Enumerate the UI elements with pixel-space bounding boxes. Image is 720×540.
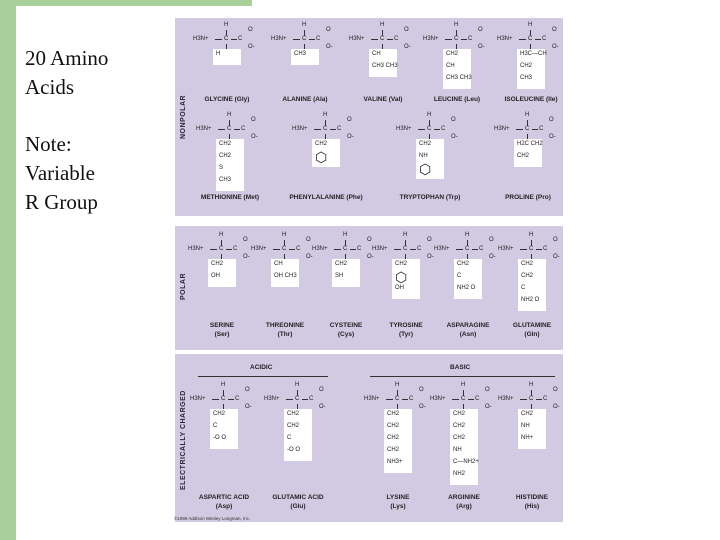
r-group-atom: CH2 — [457, 261, 470, 267]
bond — [394, 249, 401, 250]
amino-acid-name: SERINE — [209, 322, 235, 329]
nonpolar-label: NONPOLAR — [180, 94, 187, 139]
amino-acid-figure — [170, 14, 572, 526]
carboxyl-carbon: C — [543, 246, 548, 252]
r-group-atom: CH2 — [387, 411, 400, 417]
carboxyl-carbon: C — [357, 246, 362, 252]
amino-group: H3N+ — [190, 396, 206, 402]
bond — [273, 249, 280, 250]
amino-acid-name: TYROSINE — [389, 322, 423, 329]
carbonyl-oxygen: O — [419, 387, 424, 393]
r-group-atom: CH2 — [335, 261, 348, 267]
carboxylate-oxygen: O- — [553, 254, 560, 260]
amino-acid-abbreviation: (Glu) — [290, 503, 306, 510]
alpha-carbon: C — [529, 396, 534, 402]
r-group-atom: CH2 — [219, 141, 232, 147]
r-group-atom: CH2 — [211, 261, 224, 267]
r-group-atom: CH2 — [453, 411, 466, 417]
bond — [418, 129, 425, 130]
bond — [387, 39, 393, 40]
carbonyl-oxygen: O — [243, 237, 248, 243]
carboxyl-carbon: C — [309, 396, 314, 402]
r-group-atom: CH2 — [520, 63, 533, 69]
amino-group: H3N+ — [434, 246, 450, 252]
carboxylate-oxygen: O- — [251, 134, 258, 140]
amino-group: H3N+ — [494, 126, 510, 132]
bond — [520, 399, 527, 400]
carbonyl-oxygen: O — [451, 117, 456, 123]
carboxyl-carbon: C — [542, 36, 547, 42]
amino-acid-name: LYSINE — [386, 494, 410, 501]
r-group-atom: ⬡ — [315, 149, 328, 165]
amino-group: H3N+ — [423, 36, 439, 42]
alpha-carbon: C — [219, 246, 224, 252]
r-group-atom: CH2 — [219, 153, 232, 159]
r-group-atom: -O O — [287, 447, 300, 453]
alpha-hydrogen: H — [528, 22, 533, 28]
bond — [212, 399, 219, 400]
carbonyl-oxygen: O — [553, 387, 558, 393]
carbonyl-oxygen: O — [404, 27, 409, 33]
amino-acid-name: ISOLEUCINE (Ile) — [504, 96, 558, 103]
r-group-atom: CH2 — [521, 411, 534, 417]
carboxyl-carbon: C — [468, 36, 473, 42]
amino-acid-name: LEUCINE (Leu) — [433, 96, 481, 103]
carboxyl-carbon: C — [543, 396, 548, 402]
acidic-bracket — [198, 376, 328, 377]
amino-acid-abbreviation: (Arg) — [456, 503, 472, 510]
carboxyl-carbon: C — [417, 246, 422, 252]
alpha-hydrogen: H — [282, 232, 287, 238]
alpha-hydrogen: H — [224, 22, 229, 28]
r-group-atom: H2C CH2 — [517, 141, 543, 147]
r-group-atom: ⬡ — [395, 269, 408, 285]
slide-title: 20 Amino Acids — [25, 46, 109, 99]
r-group-atom: C—NH2+ — [453, 459, 479, 465]
amino-acid-abbreviation: (His) — [524, 503, 540, 510]
carbonyl-oxygen: O — [319, 387, 324, 393]
amino-group: H3N+ — [312, 246, 328, 252]
bond — [330, 129, 336, 130]
bond — [456, 249, 463, 250]
r-group-atom: NH2 O — [521, 297, 540, 303]
alpha-carbon: C — [395, 396, 400, 402]
carboxyl-carbon: C — [441, 126, 446, 132]
alpha-hydrogen: H — [454, 22, 459, 28]
r-group-atom: C — [213, 423, 218, 429]
amino-group: H3N+ — [271, 36, 287, 42]
bond — [226, 249, 232, 250]
amino-acid-abbreviation: (Cys) — [337, 331, 355, 338]
bond — [314, 129, 321, 130]
carbonyl-oxygen: O — [553, 237, 558, 243]
r-group-atom: C — [457, 273, 462, 279]
bond — [468, 399, 474, 400]
alpha-carbon: C — [465, 246, 470, 252]
r-group-atom: NH — [521, 423, 530, 429]
alpha-carbon: C — [403, 246, 408, 252]
bond — [445, 39, 452, 40]
carbonyl-oxygen: O — [485, 387, 490, 393]
carbonyl-oxygen: O — [489, 237, 494, 243]
carboxyl-carbon: C — [479, 246, 484, 252]
amino-acid-name: METHIONINE (Met) — [200, 194, 260, 201]
r-group-atom: C — [287, 435, 292, 441]
r-group-atom: ⬡ — [419, 161, 432, 177]
bond — [302, 399, 308, 400]
bond — [334, 249, 341, 250]
carboxylate-oxygen: O- — [326, 44, 333, 50]
carboxylate-oxygen: O- — [367, 254, 374, 260]
amino-group: H3N+ — [264, 396, 280, 402]
bond — [535, 39, 541, 40]
r-group-atom: CH3 CH3 — [372, 63, 398, 69]
alpha-hydrogen: H — [403, 232, 408, 238]
bond — [402, 399, 408, 400]
amino-group: H3N+ — [430, 396, 446, 402]
r-group-atom: CH3 — [294, 51, 307, 57]
bond — [231, 39, 237, 40]
amino-group: H3N+ — [188, 246, 204, 252]
r-group-atom: SH — [335, 273, 344, 279]
amino-acid-abbreviation: (Lys) — [390, 503, 406, 510]
carbonyl-oxygen: O — [248, 27, 253, 33]
amino-acid-name: ASPARTIC ACID — [198, 494, 250, 501]
bond — [234, 129, 240, 130]
basic-label: BASIC — [450, 364, 471, 371]
amino-group: H3N+ — [196, 126, 212, 132]
alpha-hydrogen: H — [219, 232, 224, 238]
slide-note: Note: Variable R Group — [25, 132, 98, 214]
bond — [410, 249, 416, 250]
bond — [286, 399, 293, 400]
alpha-hydrogen: H — [427, 112, 432, 118]
amino-acid-name: GLUTAMINE — [512, 322, 552, 329]
r-group-atom: CH2 — [453, 435, 466, 441]
amino-acid-abbreviation: (Thr) — [277, 331, 293, 338]
r-group-atom: NH — [419, 153, 428, 159]
amino-acid-abbreviation: (Tyr) — [399, 331, 413, 338]
bond — [386, 399, 393, 400]
r-group-atom: OH — [395, 285, 404, 291]
carboxylate-oxygen: O- — [552, 44, 559, 50]
amino-acid-abbreviation: (Asp) — [215, 503, 233, 510]
amino-acid-name: PHENYLALANINE (Phe) — [289, 194, 363, 201]
bond — [452, 399, 459, 400]
alpha-carbon: C — [525, 126, 530, 132]
carboxylate-oxygen: O- — [319, 404, 326, 410]
carboxylate-oxygen: O- — [404, 44, 411, 50]
carboxyl-carbon: C — [238, 36, 243, 42]
bond — [228, 399, 234, 400]
alpha-carbon: C — [282, 246, 287, 252]
carboxylate-oxygen: O- — [347, 134, 354, 140]
bond — [293, 39, 300, 40]
r-group-atom: CH2 — [387, 447, 400, 453]
amino-acid-name: GLUTAMIC ACID — [272, 494, 324, 501]
r-group-atom: NH2 O — [457, 285, 476, 291]
copyright: ©1999 Addison Wesley Longman, Inc. — [174, 516, 251, 521]
r-group-atom: CH2 — [287, 411, 300, 417]
r-group-atom: CH2 — [446, 51, 459, 57]
amino-group: H3N+ — [396, 126, 412, 132]
r-group-atom: CH2 — [453, 423, 466, 429]
bond — [371, 39, 378, 40]
bond — [536, 399, 542, 400]
alpha-hydrogen: H — [227, 112, 232, 118]
bond — [532, 129, 538, 130]
carboxylate-oxygen: O- — [243, 254, 250, 260]
alpha-hydrogen: H — [343, 232, 348, 238]
r-group-atom: CH2 — [287, 423, 300, 429]
r-group-atom: CH2 — [387, 435, 400, 441]
alpha-hydrogen: H — [461, 382, 466, 388]
amino-group: H3N+ — [498, 246, 514, 252]
carboxyl-carbon: C — [316, 36, 321, 42]
alpha-hydrogen: H — [295, 382, 300, 388]
bond — [218, 129, 225, 130]
alpha-hydrogen: H — [323, 112, 328, 118]
bond — [472, 249, 478, 250]
r-group-atom: CH — [274, 261, 283, 267]
bond — [350, 249, 356, 250]
alpha-carbon: C — [221, 396, 226, 402]
carbonyl-oxygen: O — [347, 117, 352, 123]
carboxyl-carbon: C — [337, 126, 342, 132]
bond — [519, 39, 526, 40]
r-group-atom: OH CH3 — [274, 273, 297, 279]
r-group-atom: H3C—CH — [520, 51, 547, 57]
alpha-hydrogen: H — [302, 22, 307, 28]
carbonyl-oxygen: O — [427, 237, 432, 243]
bond — [289, 249, 295, 250]
amino-acid-name: ALANINE (Ala) — [282, 96, 328, 103]
amino-acid-name: TRYPTOPHAN (Trp) — [399, 194, 461, 201]
r-group-atom: CH2 — [419, 141, 432, 147]
carboxylate-oxygen: O- — [478, 44, 485, 50]
r-group-atom: CH — [372, 51, 381, 57]
acidic-label: ACIDIC — [250, 364, 273, 371]
carboxylate-oxygen: O- — [248, 44, 255, 50]
alpha-hydrogen: H — [465, 232, 470, 238]
r-group-atom: NH+ — [521, 435, 534, 441]
amino-acid-name: GLYCINE (Gly) — [204, 96, 250, 103]
carboxylate-oxygen: O- — [451, 134, 458, 140]
bond — [536, 249, 542, 250]
amino-group: H3N+ — [349, 36, 365, 42]
r-group-atom: NH — [453, 447, 462, 453]
alpha-carbon: C — [323, 126, 328, 132]
r-group-atom: NH2 — [453, 471, 466, 477]
amino-acid-name: ASPARAGINE — [446, 322, 490, 329]
bond — [210, 249, 217, 250]
amino-group: H3N+ — [364, 396, 380, 402]
carboxylate-oxygen: O- — [485, 404, 492, 410]
r-group-atom: -O O — [213, 435, 226, 441]
left-accent-bar — [0, 0, 16, 540]
amino-acid-name: VALINE (Val) — [363, 96, 403, 103]
alpha-carbon: C — [295, 396, 300, 402]
amino-acid-name: CYSTEINE — [329, 322, 363, 329]
carboxylate-oxygen: O- — [427, 254, 434, 260]
amino-group: H3N+ — [292, 126, 308, 132]
alpha-hydrogen: H — [525, 112, 530, 118]
alpha-carbon: C — [343, 246, 348, 252]
basic-bracket — [370, 376, 555, 377]
carboxyl-carbon: C — [233, 246, 238, 252]
r-group-atom: H — [216, 51, 221, 57]
alpha-hydrogen: H — [221, 382, 226, 388]
amino-group: H3N+ — [251, 246, 267, 252]
carboxylate-oxygen: O- — [245, 404, 252, 410]
alpha-carbon: C — [380, 36, 385, 42]
carboxylate-oxygen: O- — [549, 134, 556, 140]
top-accent-bar — [16, 0, 252, 6]
amino-acid-name: THREONINE — [265, 322, 305, 329]
carbonyl-oxygen: O — [549, 117, 554, 123]
carbonyl-oxygen: O — [552, 27, 557, 33]
r-group-atom: CH2 — [315, 141, 328, 147]
r-group-atom: S — [219, 165, 224, 171]
alpha-hydrogen: H — [380, 22, 385, 28]
polar-label: POLAR — [180, 273, 187, 300]
amino-acid-name: HISTIDINE — [515, 494, 549, 501]
carboxyl-carbon: C — [539, 126, 544, 132]
carbonyl-oxygen: O — [326, 27, 331, 33]
amino-group: H3N+ — [497, 36, 513, 42]
bond — [520, 249, 527, 250]
r-group-atom: NH3+ — [387, 459, 403, 465]
alpha-hydrogen: H — [529, 382, 534, 388]
bond — [461, 39, 467, 40]
r-group-atom: C — [521, 285, 526, 291]
carbonyl-oxygen: O — [306, 237, 311, 243]
carboxyl-carbon: C — [241, 126, 246, 132]
amino-acid-name: PROLINE (Pro) — [505, 194, 551, 201]
r-group-atom: CH2 — [521, 261, 534, 267]
carbonyl-oxygen: O — [245, 387, 250, 393]
r-group-atom: CH2 — [213, 411, 226, 417]
carboxyl-carbon: C — [409, 396, 414, 402]
carbonyl-oxygen: O — [478, 27, 483, 33]
amino-group: H3N+ — [372, 246, 388, 252]
r-group-atom: CH2 — [387, 423, 400, 429]
r-group-atom: OH — [211, 273, 220, 279]
r-group-atom: CH2 — [517, 153, 530, 159]
amino-group: H3N+ — [193, 36, 209, 42]
alpha-carbon: C — [454, 36, 459, 42]
carboxyl-carbon: C — [296, 246, 301, 252]
carboxylate-oxygen: O- — [553, 404, 560, 410]
bond — [215, 39, 222, 40]
carbonyl-oxygen: O — [367, 237, 372, 243]
carbonyl-oxygen: O — [251, 117, 256, 123]
r-group-atom: CH2 — [521, 273, 534, 279]
bond — [516, 129, 523, 130]
amino-group: H3N+ — [498, 396, 514, 402]
alpha-hydrogen: H — [395, 382, 400, 388]
r-group-atom: CH — [446, 63, 455, 69]
bond — [434, 129, 440, 130]
amino-acid-abbreviation: (Ser) — [214, 331, 230, 338]
alpha-carbon: C — [427, 126, 432, 132]
alpha-carbon: C — [528, 36, 533, 42]
carboxylate-oxygen: O- — [306, 254, 313, 260]
amino-acid-name: ARGININE — [448, 494, 480, 501]
r-group-atom: CH2 — [395, 261, 408, 267]
carboxyl-carbon: C — [394, 36, 399, 42]
carboxylate-oxygen: O- — [489, 254, 496, 260]
r-group-atom: CH3 CH3 — [446, 75, 472, 81]
alpha-carbon: C — [227, 126, 232, 132]
alpha-carbon: C — [302, 36, 307, 42]
alpha-hydrogen: H — [529, 232, 534, 238]
amino-acid-abbreviation: (Asn) — [459, 331, 477, 338]
carboxyl-carbon: C — [235, 396, 240, 402]
r-group-atom: CH3 — [219, 177, 232, 183]
alpha-carbon: C — [461, 396, 466, 402]
carboxyl-carbon: C — [475, 396, 480, 402]
alpha-carbon: C — [224, 36, 229, 42]
charged-label: ELECTRICALLY CHARGED — [180, 390, 187, 490]
alpha-carbon: C — [529, 246, 534, 252]
bond — [309, 39, 315, 40]
amino-acid-abbreviation: (Gln) — [524, 331, 540, 338]
r-group-atom: CH3 — [520, 75, 533, 81]
carboxylate-oxygen: O- — [419, 404, 426, 410]
